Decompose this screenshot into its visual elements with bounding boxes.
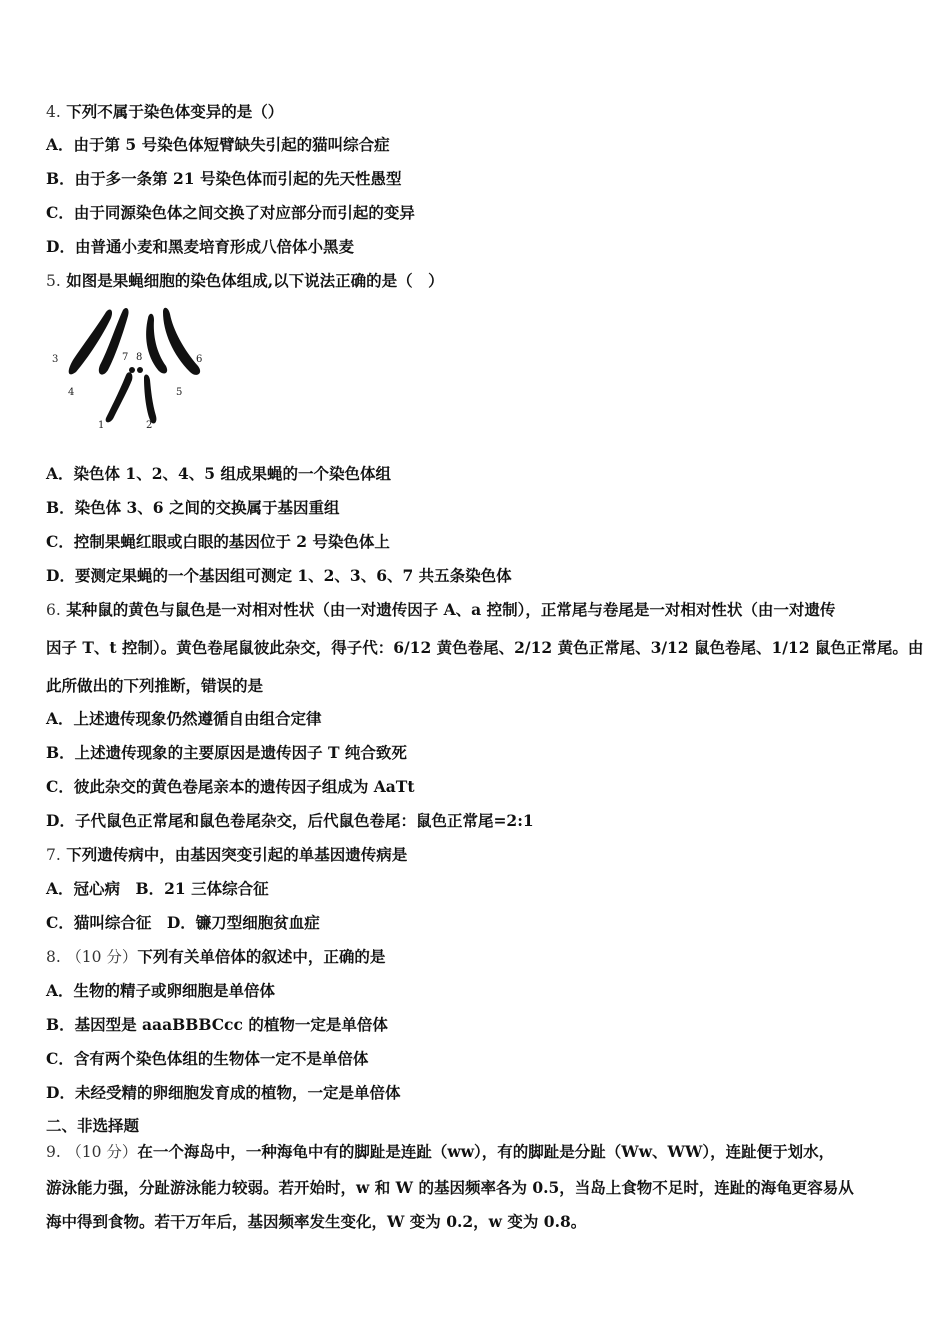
- question-number: 5.: [46, 272, 61, 290]
- question-score: （10 分）: [66, 948, 138, 966]
- option-d: D．子代鼠色正常尾和鼠色卷尾杂交，后代鼠色卷尾：鼠色正常尾=2:1: [46, 811, 534, 830]
- option-b: B．由于多一条第 21 号染色体而引起的先天性愚型: [46, 169, 402, 188]
- option-a: A．上述遗传现象仍然遵循自由组合定律: [46, 709, 322, 728]
- option-a: A．生物的精子或卵细胞是单倍体: [46, 981, 276, 1000]
- label-5: 5: [176, 387, 183, 398]
- question-number: 9.: [46, 1143, 61, 1161]
- label-4: 4: [68, 387, 75, 398]
- question-number: 7.: [46, 846, 61, 864]
- options-cd: C．猫叫综合征 D．镰刀型细胞贫血症: [46, 913, 320, 932]
- question-stem: [46, 845, 407, 865]
- stem-text: 如图是果蝇细胞的染色体组成,以下说法正确的是（ ）: [66, 271, 444, 290]
- question-stem: [46, 947, 385, 967]
- option-c: C．控制果蝇红眼或白眼的基因位于 2 号染色体上: [46, 532, 390, 551]
- option-b: B．上述遗传现象的主要原因是遗传因子 T 纯合致死: [46, 743, 407, 762]
- label-3: 3: [52, 354, 59, 365]
- label-6: 6: [196, 354, 203, 365]
- option-c: C．由于同源染色体之间交换了对应部分而引起的变异: [46, 203, 415, 222]
- option-c: C．含有两个染色体组的生物体一定不是单倍体: [46, 1049, 369, 1068]
- question-stem: [46, 102, 283, 122]
- label-8: 8: [136, 352, 143, 363]
- question-number: 6.: [46, 601, 61, 619]
- question-number: 8.: [46, 948, 61, 966]
- option-d: D．未经受精的卵细胞发育成的植物，一定是单倍体: [46, 1083, 401, 1102]
- question-score: （10 分）: [66, 1143, 138, 1161]
- stem-line: 此所做出的下列推断，错误的是: [46, 676, 264, 695]
- chromosome-figure: [48, 300, 213, 435]
- label-7: 7: [122, 352, 129, 363]
- question-stem: [46, 1142, 834, 1162]
- option-a: A．染色体 1、2、4、5 组成果蝇的一个染色体组: [46, 464, 391, 483]
- stem-line: 游泳能力强，分趾游泳能力较弱。若开始时，w 和 W 的基因频率各为 0.5，当岛上食物不足时，连趾的海龟更容易从: [46, 1178, 854, 1197]
- label-1: 1: [98, 420, 105, 431]
- stem-text: 某种鼠的黄色与鼠色是一对相对性状（由一对遗传因子 A、a 控制），正常尾与卷尾是一对相对性状（由一对遗传: [66, 600, 836, 619]
- label-2: 2: [146, 420, 153, 431]
- section-heading: 二、非选择题: [46, 1116, 140, 1135]
- options-ab: A．冠心病 B．21 三体综合征: [46, 879, 269, 898]
- stem-text: 在一个海岛中，一种海龟中有的脚趾是连趾（ww），有的脚趾是分趾（Ww、WW），连趾便于划水，: [137, 1142, 835, 1161]
- stem-text: 下列遗传病中，由基因突变引起的单基因遗传病是: [66, 845, 408, 864]
- question-stem: [46, 600, 835, 620]
- option-a: A．由于第 5 号染色体短臂缺失引起的猫叫综合症: [46, 135, 390, 154]
- question-stem: [46, 271, 444, 291]
- stem-text: 下列不属于染色体变异的是（）: [66, 102, 284, 121]
- stem-text: 下列有关单倍体的叙述中，正确的是: [137, 947, 386, 966]
- question-number: 4.: [46, 103, 61, 121]
- stem-line: 海中得到食物。若干万年后，基因频率发生变化，W 变为 0.2，w 变为 0.8。: [46, 1212, 587, 1231]
- option-b: B．基因型是 aaaBBBCcc 的植物一定是单倍体: [46, 1015, 388, 1034]
- option-b: B．染色体 3、6 之间的交换属于基因重组: [46, 498, 340, 517]
- stem-line: 因子 T、t 控制）。黄色卷尾鼠彼此杂交，得子代：6/12 黄色卷尾、2/12 黄色正常尾、3/12 鼠色卷尾、1/12 鼠色正常尾。由: [46, 638, 924, 657]
- option-d: D．由普通小麦和黑麦培育形成八倍体小黑麦: [46, 237, 354, 256]
- option-d: D．要测定果蝇的一个基因组可测定 1、2、3、6、7 共五条染色体: [46, 566, 512, 585]
- chromosomes: [69, 308, 203, 424]
- option-c: C．彼此杂交的黄色卷尾亲本的遗传因子组成为 AaTt: [46, 777, 415, 796]
